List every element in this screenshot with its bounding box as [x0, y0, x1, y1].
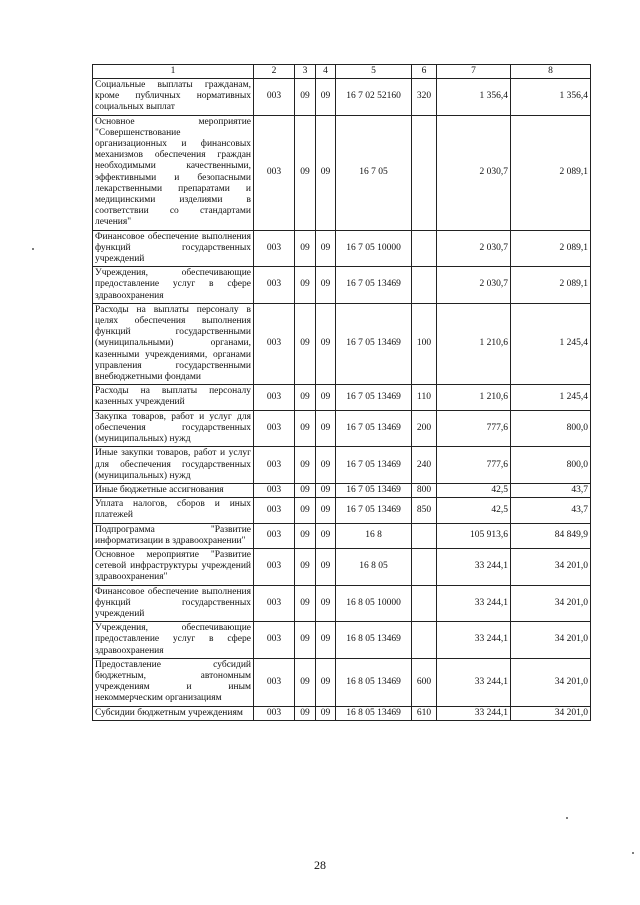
- cell-expense-type: 800: [412, 483, 437, 497]
- table-row: [93, 385, 591, 410]
- column-header: 1: [93, 65, 254, 79]
- cell-amount-year-1: 2 030,7: [437, 267, 511, 304]
- cell-target-article: 16 7 05 13469: [336, 385, 412, 410]
- cell-subsection: 09: [316, 79, 336, 116]
- cell-subsection: 09: [316, 267, 336, 304]
- cell-name: Основное мероприятие "Совершенствование организационных и финансовых механизмов обеспечения граждан необходимыми качественными, эффективными и безопасными лекарственными препаратами и медицинскими изделиями в соответствии со стандартами лечения": [93, 115, 254, 230]
- column-header: 3: [295, 65, 316, 79]
- cell-amount-year-1: 1 210,6: [437, 303, 511, 384]
- cell-target-article: 16 7 05 13469: [336, 303, 412, 384]
- cell-subsection: 09: [316, 585, 336, 622]
- cell-ministry-code: 003: [254, 230, 295, 267]
- cell-amount-year-2: 800,0: [511, 410, 591, 447]
- cell-subsection: 09: [316, 523, 336, 548]
- cell-section: 09: [295, 585, 316, 622]
- cell-target-article: 16 7 05 13469: [336, 483, 412, 497]
- cell-name: Учреждения, обеспечивающие предоставление услуг в сфере здравоохранения: [93, 267, 254, 304]
- cell-target-article: 16 7 05 13469: [336, 267, 412, 304]
- cell-ministry-code: 003: [254, 523, 295, 548]
- cell-name: Иные закупки товаров, работ и услуг для обеспечения государственных (муниципальных) нужд: [93, 447, 254, 484]
- cell-amount-year-1: 777,6: [437, 410, 511, 447]
- cell-section: 09: [295, 79, 316, 116]
- table-row: [93, 483, 591, 497]
- cell-ministry-code: 003: [254, 622, 295, 659]
- column-header: 6: [412, 65, 437, 79]
- cell-amount-year-2: 2 089,1: [511, 115, 591, 230]
- cell-subsection: 09: [316, 548, 336, 585]
- cell-expense-type: 240: [412, 447, 437, 484]
- cell-section: 09: [295, 267, 316, 304]
- cell-amount-year-1: 1 356,4: [437, 79, 511, 116]
- cell-amount-year-2: 34 201,0: [511, 658, 591, 706]
- scan-speck: [32, 248, 34, 250]
- cell-target-article: 16 7 02 52160: [336, 79, 412, 116]
- cell-expense-type: 200: [412, 410, 437, 447]
- cell-expense-type: [412, 585, 437, 622]
- cell-amount-year-1: 33 244,1: [437, 548, 511, 585]
- cell-target-article: 16 8 05 13469: [336, 658, 412, 706]
- cell-ministry-code: 003: [254, 585, 295, 622]
- cell-target-article: 16 7 05 13469: [336, 447, 412, 484]
- table-row: [93, 585, 591, 622]
- cell-target-article: 16 7 05 10000: [336, 230, 412, 267]
- cell-amount-year-2: 34 201,0: [511, 548, 591, 585]
- cell-subsection: 09: [316, 230, 336, 267]
- cell-name: Расходы на выплаты персоналу в целях обеспечения выполнения функций государственными (муниципальными) органами, казенными учреждениями, органами управления государственными внебюджетными фондами: [93, 303, 254, 384]
- table-body: [93, 79, 591, 721]
- cell-name: Подпрограмма "Развитие информатизации в здравоохранении": [93, 523, 254, 548]
- cell-amount-year-2: 1 356,4: [511, 79, 591, 116]
- cell-section: 09: [295, 498, 316, 523]
- cell-target-article: 16 7 05: [336, 115, 412, 230]
- cell-amount-year-2: 43,7: [511, 498, 591, 523]
- table-row: [93, 706, 591, 720]
- column-header: 8: [511, 65, 591, 79]
- table-row: [93, 230, 591, 267]
- cell-target-article: 16 8 05 13469: [336, 622, 412, 659]
- cell-expense-type: 320: [412, 79, 437, 116]
- cell-section: 09: [295, 410, 316, 447]
- cell-target-article: 16 8 05: [336, 548, 412, 585]
- cell-target-article: 16 7 05 13469: [336, 410, 412, 447]
- cell-amount-year-1: 2 030,7: [437, 115, 511, 230]
- table-row: [93, 115, 591, 230]
- cell-ministry-code: 003: [254, 447, 295, 484]
- cell-ministry-code: 003: [254, 115, 295, 230]
- cell-section: 09: [295, 115, 316, 230]
- cell-expense-type: [412, 548, 437, 585]
- page-number: 28: [314, 858, 326, 872]
- cell-subsection: 09: [316, 447, 336, 484]
- cell-section: 09: [295, 622, 316, 659]
- cell-ministry-code: 003: [254, 658, 295, 706]
- cell-expense-type: [412, 267, 437, 304]
- cell-ministry-code: 003: [254, 267, 295, 304]
- cell-section: 09: [295, 385, 316, 410]
- cell-subsection: 09: [316, 706, 336, 720]
- cell-subsection: 09: [316, 410, 336, 447]
- cell-expense-type: [412, 622, 437, 659]
- cell-section: 09: [295, 447, 316, 484]
- cell-ministry-code: 003: [254, 706, 295, 720]
- scan-speck: [632, 852, 634, 854]
- cell-ministry-code: 003: [254, 79, 295, 116]
- cell-amount-year-2: 34 201,0: [511, 585, 591, 622]
- table-row: [93, 498, 591, 523]
- cell-expense-type: 100: [412, 303, 437, 384]
- cell-expense-type: 610: [412, 706, 437, 720]
- table-row: [93, 658, 591, 706]
- cell-name: Финансовое обеспечение выполнения функций государственных учреждений: [93, 230, 254, 267]
- budget-table: [92, 64, 591, 721]
- cell-name: Уплата налогов, сборов и иных платежей: [93, 498, 254, 523]
- cell-amount-year-1: 33 244,1: [437, 658, 511, 706]
- table-row: [93, 303, 591, 384]
- column-header: 5: [336, 65, 412, 79]
- cell-target-article: 16 7 05 13469: [336, 498, 412, 523]
- cell-name: Основное мероприятие "Развитие сетевой инфраструктуры учреждений здравоохранения": [93, 548, 254, 585]
- cell-subsection: 09: [316, 303, 336, 384]
- cell-section: 09: [295, 483, 316, 497]
- cell-name: Предоставление субсидий бюджетным, автономным учреждениям и иным некоммерческим организациям: [93, 658, 254, 706]
- cell-subsection: 09: [316, 115, 336, 230]
- cell-amount-year-2: 1 245,4: [511, 385, 591, 410]
- cell-name: Учреждения, обеспечивающие предоставление услуг в сфере здравоохранения: [93, 622, 254, 659]
- cell-target-article: 16 8 05 13469: [336, 706, 412, 720]
- table-row: [93, 622, 591, 659]
- cell-section: 09: [295, 523, 316, 548]
- cell-name: Расходы на выплаты персоналу казенных учреждений: [93, 385, 254, 410]
- cell-ministry-code: 003: [254, 410, 295, 447]
- column-header: 2: [254, 65, 295, 79]
- cell-section: 09: [295, 548, 316, 585]
- column-header: 7: [437, 65, 511, 79]
- cell-amount-year-1: 777,6: [437, 447, 511, 484]
- cell-expense-type: [412, 523, 437, 548]
- cell-ministry-code: 003: [254, 385, 295, 410]
- cell-section: 09: [295, 658, 316, 706]
- cell-subsection: 09: [316, 658, 336, 706]
- cell-name: Финансовое обеспечение выполнения функций государственных учреждений: [93, 585, 254, 622]
- cell-ministry-code: 003: [254, 498, 295, 523]
- table-row: [93, 267, 591, 304]
- cell-amount-year-2: 43,7: [511, 483, 591, 497]
- cell-amount-year-2: 2 089,1: [511, 267, 591, 304]
- cell-amount-year-1: 33 244,1: [437, 622, 511, 659]
- table-row: [93, 548, 591, 585]
- cell-ministry-code: 003: [254, 303, 295, 384]
- cell-target-article: 16 8: [336, 523, 412, 548]
- cell-amount-year-1: 2 030,7: [437, 230, 511, 267]
- table-row: [93, 447, 591, 484]
- cell-expense-type: 850: [412, 498, 437, 523]
- cell-subsection: 09: [316, 498, 336, 523]
- cell-subsection: 09: [316, 385, 336, 410]
- cell-name: Социальные выплаты гражданам, кроме публичных нормативных социальных выплат: [93, 79, 254, 116]
- cell-section: 09: [295, 303, 316, 384]
- table-row: [93, 79, 591, 116]
- cell-name: Иные бюджетные ассигнования: [93, 483, 254, 497]
- cell-expense-type: [412, 230, 437, 267]
- scan-speck: [566, 817, 568, 819]
- cell-amount-year-1: 105 913,6: [437, 523, 511, 548]
- cell-subsection: 09: [316, 483, 336, 497]
- cell-amount-year-2: 800,0: [511, 447, 591, 484]
- cell-amount-year-2: 1 245,4: [511, 303, 591, 384]
- cell-ministry-code: 003: [254, 483, 295, 497]
- cell-section: 09: [295, 230, 316, 267]
- cell-amount-year-1: 33 244,1: [437, 585, 511, 622]
- cell-section: 09: [295, 706, 316, 720]
- cell-amount-year-1: 42,5: [437, 483, 511, 497]
- cell-expense-type: 600: [412, 658, 437, 706]
- cell-expense-type: 110: [412, 385, 437, 410]
- cell-ministry-code: 003: [254, 548, 295, 585]
- cell-amount-year-2: 2 089,1: [511, 230, 591, 267]
- cell-expense-type: [412, 115, 437, 230]
- cell-name: Закупка товаров, работ и услуг для обеспечения государственных (муниципальных) нужд: [93, 410, 254, 447]
- cell-amount-year-2: 84 849,9: [511, 523, 591, 548]
- table-row: [93, 523, 591, 548]
- cell-name: Субсидии бюджетным учреждениям: [93, 706, 254, 720]
- column-header: 4: [316, 65, 336, 79]
- cell-amount-year-1: 42,5: [437, 498, 511, 523]
- table-header-row: [93, 65, 591, 79]
- cell-target-article: 16 8 05 10000: [336, 585, 412, 622]
- cell-subsection: 09: [316, 622, 336, 659]
- table-row: [93, 410, 591, 447]
- cell-amount-year-2: 34 201,0: [511, 622, 591, 659]
- cell-amount-year-2: 34 201,0: [511, 706, 591, 720]
- cell-amount-year-1: 1 210,6: [437, 385, 511, 410]
- cell-amount-year-1: 33 244,1: [437, 706, 511, 720]
